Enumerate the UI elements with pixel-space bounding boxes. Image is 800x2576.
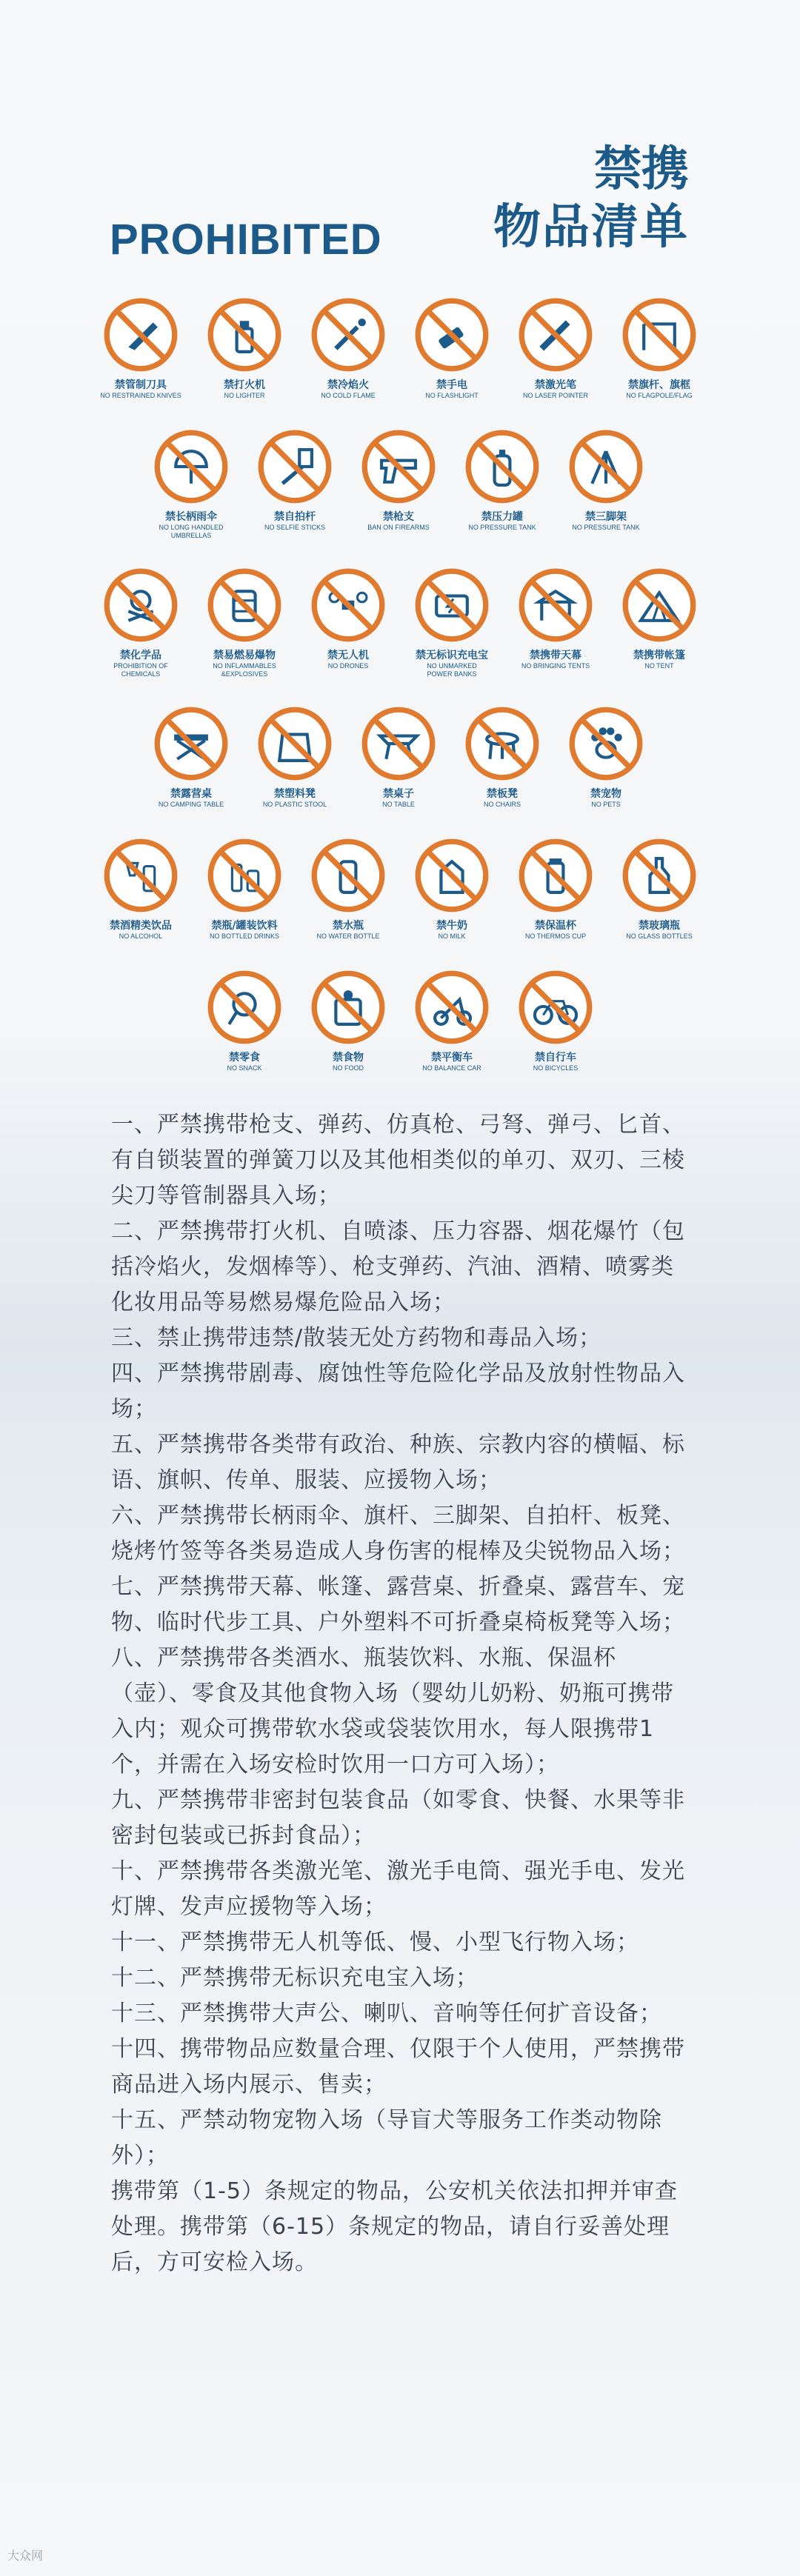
- item-label-en: NO GLASS BOTTLES: [626, 932, 693, 940]
- rule-item: 十五、严禁动物宠物入场（导盲犬等服务工作类动物除外）；: [111, 2107, 662, 2169]
- item-label-en: NO PRESSURE TANK: [468, 524, 536, 531]
- item-label-en: NO CHAIRS: [483, 801, 521, 808]
- item-label-cn: 禁塑料凳: [274, 788, 316, 800]
- rule-item: 一、严禁携带枪支、弹药、仿真枪、弓弩、弹弓、匕首、有自锁装置的弹簧刀以及其他相类似的单刃、双刃、三棱尖刀等管制器具入场；: [111, 1112, 685, 1209]
- paw-icon: [567, 705, 644, 782]
- item-label-en: BAN ON FIREARMS: [367, 524, 430, 531]
- prohibited-item: [450, 428, 554, 532]
- glass-bottle-icon: [621, 837, 698, 914]
- item-label-cn: 禁易燃易爆物: [213, 650, 276, 661]
- item-label-cn: 禁手电: [436, 379, 467, 391]
- tent-icon: [621, 567, 698, 644]
- prohibited-item: [193, 296, 296, 400]
- flagpole-icon: [621, 296, 698, 373]
- item-label-cn: 禁无人机: [327, 650, 369, 661]
- prohibited-item: [554, 428, 658, 532]
- item-label-cn: 禁化学品: [120, 650, 161, 661]
- rule-item: 十二、严禁携带无标识充电宝入场；: [111, 1965, 479, 1991]
- prohibited-item: [504, 296, 607, 400]
- prohibited-item: [139, 705, 243, 809]
- drone-icon: [310, 567, 387, 644]
- pressure-tank-icon: [464, 428, 541, 505]
- item-label-en: NO LIGHTER: [224, 392, 265, 399]
- rule-item: 九、严禁携带非密封包装食品（如零食、快餐、水果等非密封包装或已拆封食品）；: [111, 1787, 685, 1849]
- umbrella-icon: [153, 428, 230, 505]
- plastic-stool-icon: [256, 705, 333, 782]
- prohibited-item: [504, 837, 607, 941]
- item-label-en: NO ALCOHOL: [119, 932, 163, 940]
- rules-list: [111, 1107, 689, 2280]
- prohibited-item: [347, 428, 450, 532]
- item-label-en: NO THERMOS CUP: [524, 932, 587, 940]
- rule-item: 十三、严禁携带大声公、喇叭、音响等任何扩音设备；: [111, 2001, 662, 2026]
- rule-item: 三、禁止携带违禁/散装无处方药物和毒品入场；: [111, 1325, 602, 1351]
- item-label-cn: 禁自行车: [535, 1052, 576, 1064]
- flashlight-icon: [413, 296, 490, 373]
- rule-item: 十四、携带物品应数量合理、仅限于个人使用，严禁携带商品进入场内展示、售卖；: [111, 2036, 685, 2098]
- item-label-cn: 禁枪支: [383, 511, 414, 523]
- thermos-icon: [517, 837, 594, 914]
- snack-icon: [206, 969, 283, 1046]
- item-label-en: NO RESTRAINED KNIVES: [100, 392, 181, 399]
- item-label-en: NO TENT: [644, 662, 674, 670]
- prohibited-item: [296, 567, 400, 670]
- chemical-icon: [102, 567, 179, 644]
- item-label-cn: 禁桌子: [383, 788, 414, 800]
- camping-table-icon: [153, 705, 230, 782]
- item-label-en: NO FLASHLIGHT: [425, 392, 479, 399]
- tripod-icon: [567, 428, 644, 505]
- selfie-stick-icon: [256, 428, 333, 505]
- prohibited-item: [400, 837, 504, 941]
- prohibited-item: [296, 296, 400, 400]
- bicycle-icon: [517, 969, 594, 1046]
- item-label-en: NO PLASTIC STOOL: [262, 801, 327, 808]
- item-label-en: NO PETS: [591, 801, 621, 808]
- item-label-en: NO TABLE: [382, 801, 415, 808]
- prohibited-item: [243, 705, 347, 809]
- rule-item: 十一、严禁携带无人机等低、慢、小型飞行物入场；: [111, 1929, 639, 1955]
- prohibited-item: [400, 969, 504, 1072]
- item-label-en: NO UNMARKED POWER BANKS: [427, 662, 477, 678]
- item-label-en: NO FLAGPOLE/FLAG: [626, 392, 693, 399]
- item-label-en: NO BRINGING TENTS: [521, 662, 590, 670]
- table-icon: [360, 705, 437, 782]
- title-chinese: [493, 141, 689, 256]
- item-label-cn: 禁无标识充电宝: [416, 650, 488, 661]
- food-icon: [310, 969, 387, 1046]
- rule-item: 八、严禁携带各类酒水、瓶装饮料、水瓶、保温杯（壶）、零食及其他食物入场（婴幼儿奶粉、奶瓶可携带入内；观众可携带软水袋或袋装饮用水，每人限携带1个，并需在入场安检时饮用一口方可入场）；: [111, 1645, 674, 1778]
- prohibited-item: [193, 969, 296, 1072]
- prohibited-item: [89, 296, 193, 400]
- item-label-en: NO BALANCE CAR: [422, 1064, 481, 1072]
- item-label-en: NO INFLAMMABLES &EXPLOSIVES: [213, 662, 276, 678]
- item-label-cn: 禁冷焰火: [327, 379, 369, 391]
- item-label-cn: 禁携带帐篷: [633, 650, 685, 661]
- item-label-en: NO SNACK: [227, 1064, 262, 1072]
- item-label-cn: 禁自拍杆: [274, 511, 316, 523]
- prohibited-item: [296, 969, 400, 1072]
- item-label-cn: 禁玻璃瓶: [639, 920, 680, 932]
- title-cn-line1: 禁携: [594, 142, 689, 197]
- item-label-cn: 禁携带天幕: [530, 650, 581, 661]
- water-bottle-icon: [310, 837, 387, 914]
- item-label-en: PROHIBITION OF CHEMICALS: [113, 662, 168, 678]
- alcohol-icon: [102, 837, 179, 914]
- lighter-icon: [206, 296, 283, 373]
- item-label-en: NO BOTTLED DRINKS: [209, 932, 279, 940]
- item-label-en: NO SELFIE STICKS: [264, 524, 326, 531]
- prohibited-item: [400, 567, 504, 678]
- prohibited-item: [607, 837, 711, 941]
- item-label-en: NO LASER POINTER: [522, 392, 589, 399]
- item-label-en: NO DRONES: [327, 662, 369, 670]
- item-label-cn: 禁平衡车: [431, 1052, 473, 1064]
- prohibited-item: [89, 837, 193, 941]
- item-label-cn: 禁牛奶: [436, 920, 467, 932]
- prohibited-item: [139, 428, 243, 540]
- rule-item: 四、严禁携带剧毒、腐蚀性等危险化学品及放射性物品入场；: [111, 1361, 685, 1422]
- item-label-cn: 禁打火机: [224, 379, 265, 391]
- item-label-cn: 禁长柄雨伞: [165, 511, 217, 523]
- rule-item: 十、严禁携带各类激光笔、激光手电筒、强光手电、发光灯牌、发声应援物等入场；: [111, 1858, 685, 1920]
- item-label-en: NO LONG HANDLED UMBRELLAS: [159, 524, 224, 539]
- item-label-cn: 禁水瓶: [333, 920, 364, 932]
- item-label-cn: 禁宠物: [590, 788, 621, 800]
- laser-pointer-icon: [517, 296, 594, 373]
- prohibited-item: [347, 705, 450, 809]
- item-label-cn: 禁保温杯: [535, 920, 576, 932]
- item-label-cn: 禁食物: [333, 1052, 364, 1064]
- item-label-en: NO CAMPING TABLE: [158, 801, 224, 808]
- item-label-cn: 禁激光笔: [535, 379, 576, 391]
- item-label-cn: 禁酒精类饮品: [110, 920, 172, 932]
- prohibited-item: [607, 296, 711, 400]
- item-label-cn: 禁板凳: [487, 788, 518, 800]
- milk-icon: [413, 837, 490, 914]
- prohibited-item: [243, 428, 347, 532]
- prohibited-item: [193, 567, 296, 678]
- item-label-cn: 禁瓶/罐装饮料: [211, 920, 278, 932]
- item-label-en: NO BICYCLES: [533, 1064, 579, 1072]
- gun-icon: [360, 428, 437, 505]
- item-label-en: NO MILK: [438, 932, 466, 940]
- item-label-en: NO WATER BOTTLE: [316, 932, 380, 940]
- title-english: PROHIBITED: [110, 216, 382, 264]
- prohibited-item: [296, 837, 400, 941]
- prohibited-item: [193, 837, 296, 941]
- rule-item: 携带第（1-5）条规定的物品，公安机关依法扣押并审查处理。携带第（6-15）条规定的物品，请自行妥善处理后，方可安检入场。: [111, 2178, 678, 2275]
- bench-icon: [464, 705, 541, 782]
- prohibited-item: [450, 705, 554, 809]
- explosive-barrel-icon: [206, 567, 283, 644]
- prohibited-item: [89, 567, 193, 678]
- prohibited-item: [554, 705, 658, 809]
- item-label-cn: 禁三脚架: [585, 511, 627, 523]
- rule-item: 六、严禁携带长柄雨伞、旗杆、三脚架、自拍杆、板凳、烧烤竹签等各类易造成人身伤害的棍棒及尖锐物品入场；: [111, 1503, 685, 1564]
- cold-flame-icon: [310, 296, 387, 373]
- item-label-en: NO FOOD: [333, 1064, 364, 1072]
- title-cn-line2: 物品清单: [493, 200, 689, 255]
- watermark: 大众网: [7, 2549, 44, 2563]
- bottled-drink-icon: [206, 837, 283, 914]
- item-label-cn: 禁旗杆、旗框: [628, 379, 690, 391]
- prohibited-item: [504, 969, 607, 1072]
- prohibited-item: [400, 296, 504, 400]
- rule-item: 五、严禁携带各类带有政治、种族、宗教内容的横幅、标语、旗帜、传单、服装、应援物入场；: [111, 1432, 685, 1493]
- canopy-icon: [517, 567, 594, 644]
- item-label-cn: 禁管制刀具: [115, 379, 167, 391]
- power-bank-icon: [413, 567, 490, 644]
- prohibited-item: [607, 567, 711, 670]
- rule-item: 二、严禁携带打火机、自喷漆、压力容器、烟花爆竹（包括冷焰火，发烟棒等）、枪支弹药、汽油、酒精、喷雾类化妆用品等易燃易爆危险品入场；: [111, 1218, 685, 1315]
- item-label-cn: 禁压力罐: [481, 511, 523, 523]
- knife-icon: [102, 296, 179, 373]
- item-label-cn: 禁零食: [229, 1052, 260, 1064]
- item-label-en: NO COLD FLAME: [321, 392, 376, 399]
- rule-item: 七、严禁携带天幕、帐篷、露营桌、折叠桌、露营车、宠物、临时代步工具、户外塑料不可折叠桌椅板凳等入场；: [111, 1574, 685, 1635]
- balance-car-icon: [413, 969, 490, 1046]
- item-label-cn: 禁露营桌: [170, 788, 212, 800]
- item-label-en: NO PRESSURE TANK: [572, 524, 640, 531]
- prohibited-item: [504, 567, 607, 670]
